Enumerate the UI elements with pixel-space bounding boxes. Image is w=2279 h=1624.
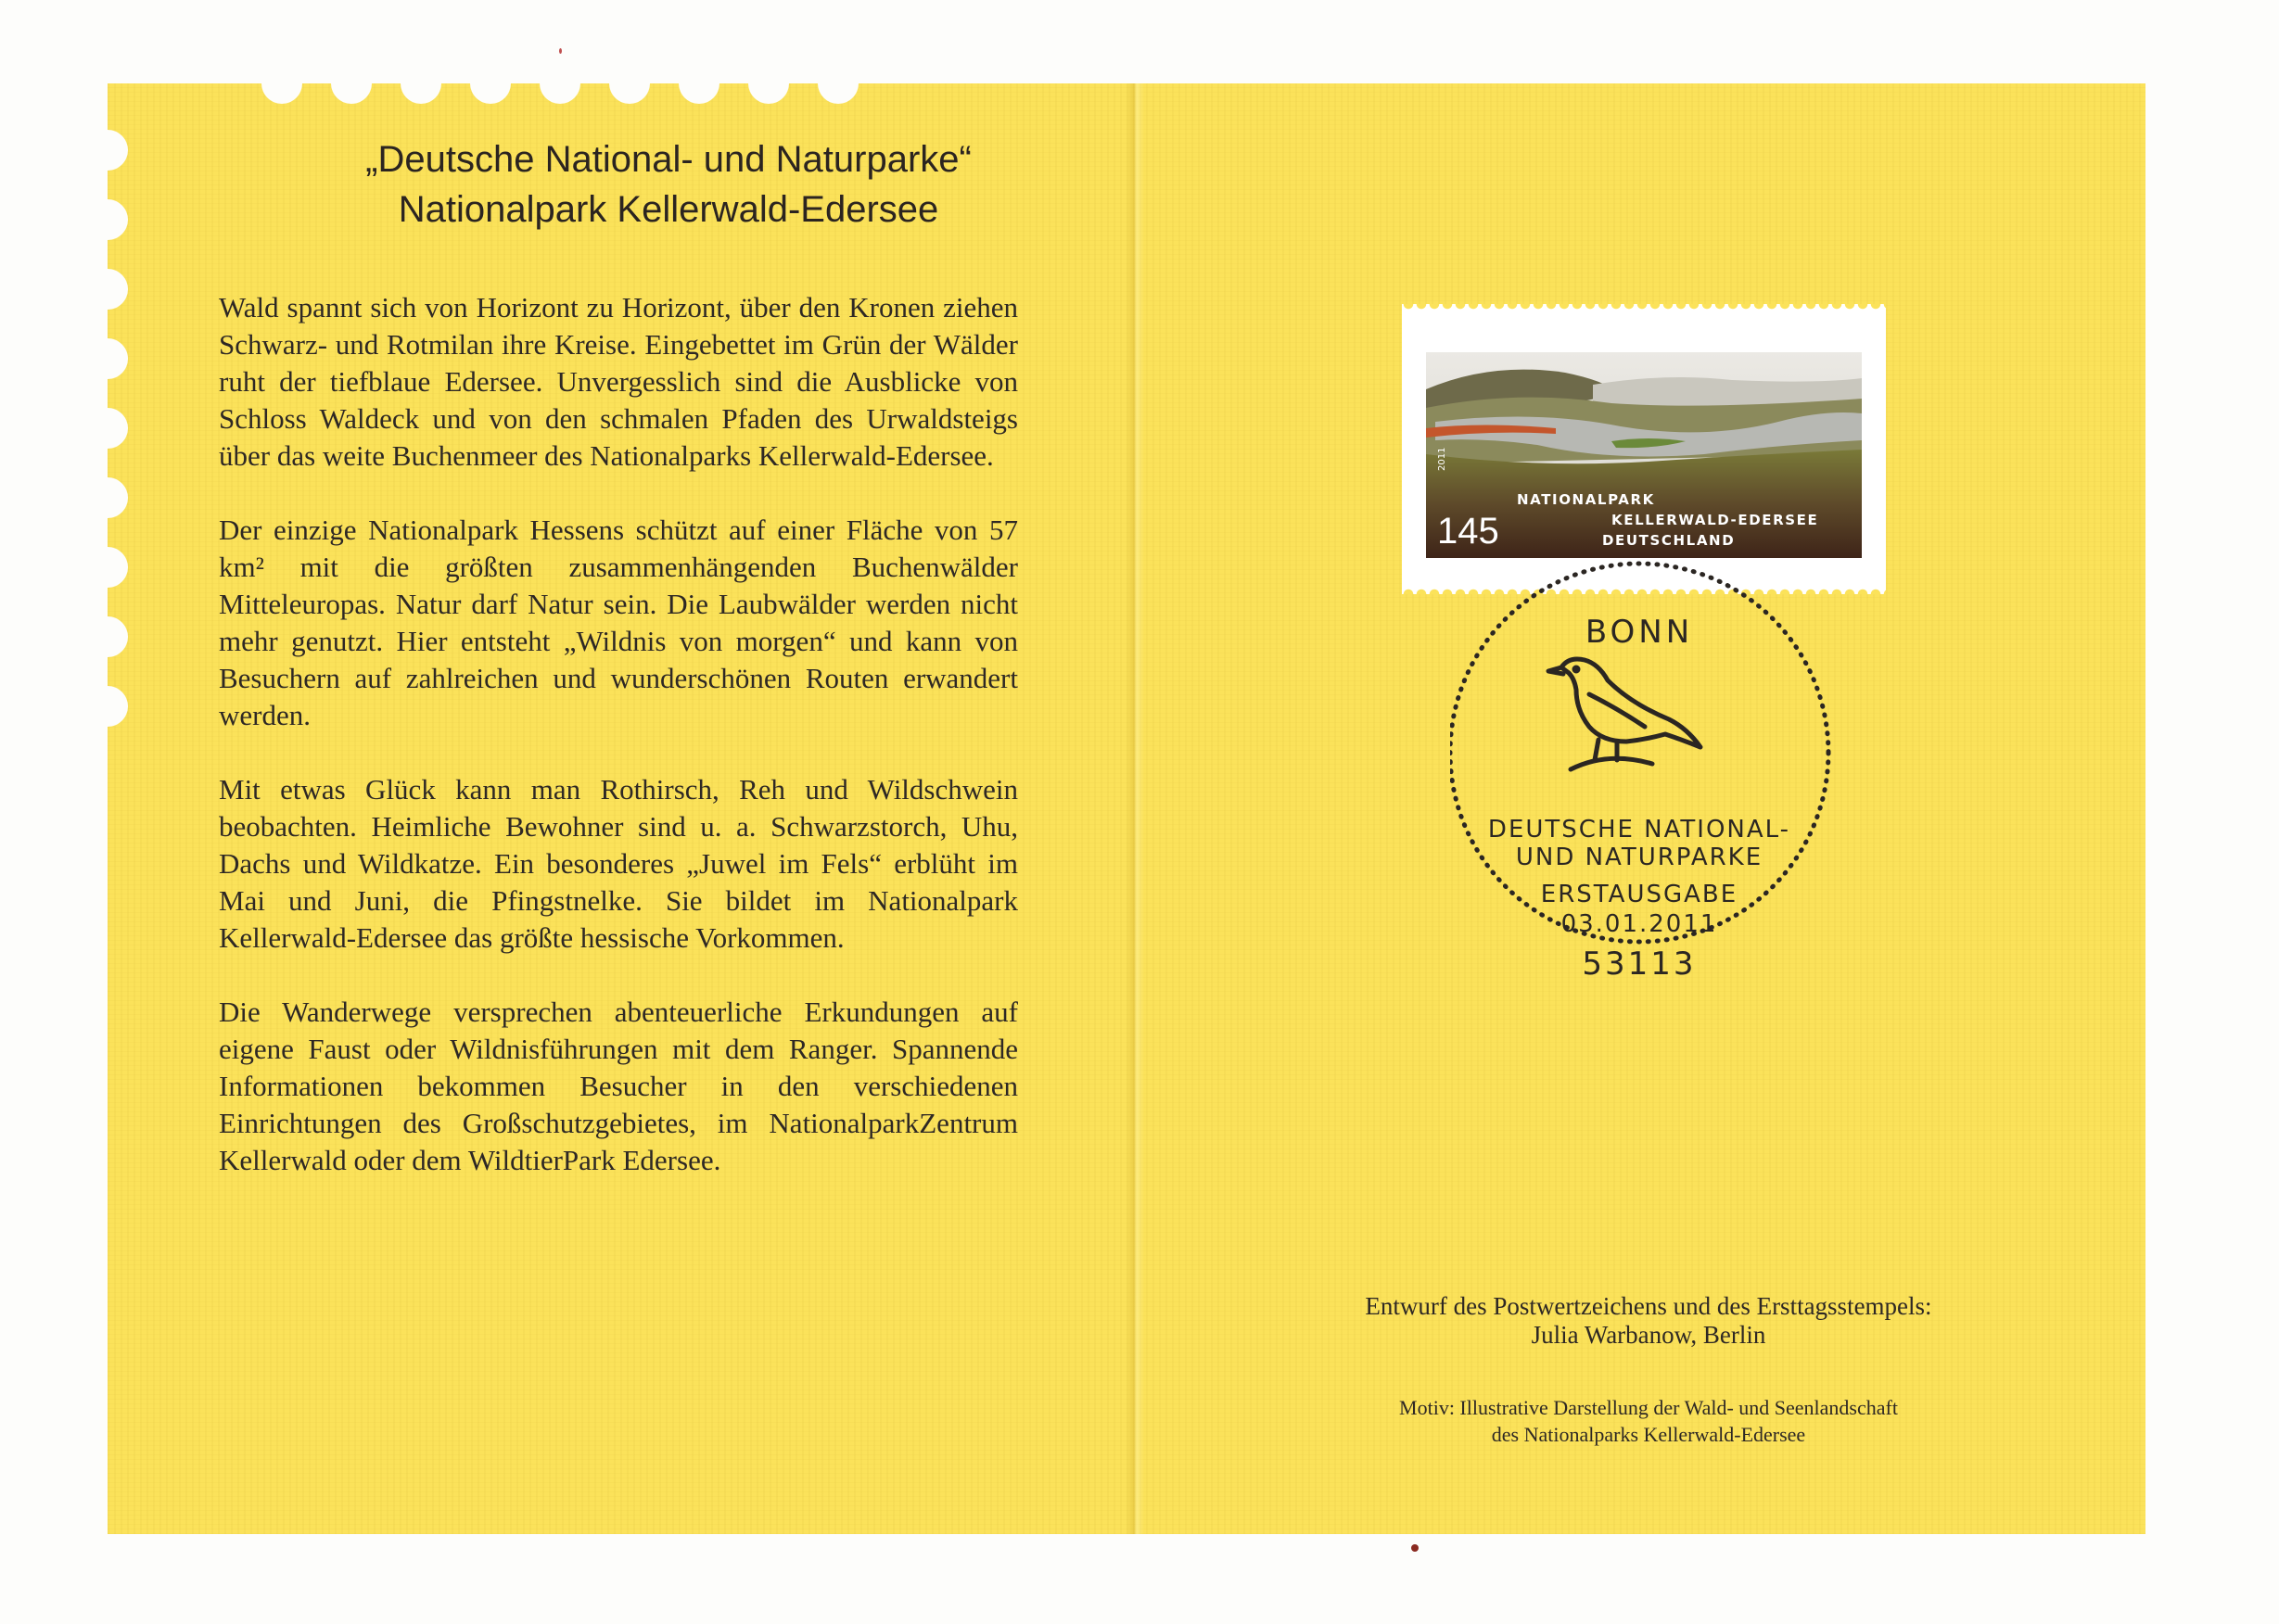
postmark-line-1: DEUTSCHE NATIONAL- [1487, 816, 1791, 844]
stamp-landscape-image [1426, 352, 1862, 558]
postmark-city: BONN [1585, 614, 1694, 651]
title-line-2: Nationalpark Kellerwald-Edersee [398, 189, 939, 230]
postmark-line-3: ERSTAUSGABE [1540, 881, 1738, 908]
scan-speck [559, 48, 562, 54]
paragraph: Die Wanderwege versprechen abenteuerliche Erkundungen auf eigene Faust oder Wildnisführungen mit dem Ranger. Spannende Informationen bekommen Besucher in den verschiedenen Einrichtungen des Großschutzgebietes, im NationalparkZentrum Kellerwald oder dem WildtierPark Edersee. [219, 996, 1018, 1176]
postmark-line-2: UND NATURPARKE [1515, 844, 1763, 871]
card-fold [1126, 83, 1144, 1534]
paragraph: Mit etwas Glück kann man Rothirsch, Reh und Wildschwein beobachten. Heimliche Bewohner sind u. a. Schwarzstorch, Uhu, Dachs und Wildkatze. Ein besonderes „Juwel im Fels“ erblüht im Mai und Juni, die Pfingstnelke. Sie bildet im Nationalpark Kellerwald-Edersee das größte hessische Vorkommen. [219, 773, 1018, 954]
stamp-text-nationalpark: NATIONALPARK [1517, 491, 1655, 508]
motiv-line-2: des Nationalparks Kellerwald-Edersee [1491, 1423, 1806, 1446]
postmark-date: 03.01.2011 [1560, 910, 1718, 938]
postmark-zip: 53113 [1582, 945, 1697, 983]
first-day-postmark [1450, 541, 1942, 1033]
perforation-edge-top [215, 83, 920, 111]
stamp-text-park-name: KELLERWALD-EDERSEE [1611, 512, 1819, 528]
stamp-year: 2011 [1437, 447, 1447, 471]
paragraph: Wald spannt sich von Horizont zu Horizont, über den Kronen ziehen Schwarz- und Rotmilan ihre Kreise. Eingebettet im Grün der Wälder ruht der tiefblaue Edersee. Unvergesslich sind die Ausblicke von Schloss Waldeck und von den schmalen Pfaden des Urwaldsteigs über das weite Buchenmeer des Nationalparks Kellerwald-Edersee. [219, 291, 1018, 472]
perforation-edge-left [108, 83, 135, 788]
paragraph: Der einzige Nationalpark Hessens schützt auf einer Fläche von 57 km² mit die größten zusammenhängenden Buchenwälder Mitteleuropas. Natur darf Natur sein. Die Laubwälder werden nicht mehr genutzt. Hier entsteht „Wildnis von morgen“ und kann von Besuchern auf zahlreichen und wunderschönen Routen erwandert werden. [219, 514, 1018, 731]
stamp-value: 145 [1437, 511, 1499, 552]
design-credit-line-2: Julia Warbanow, Berlin [1531, 1321, 1766, 1349]
motiv-line-1: Motiv: Illustrative Darstellung der Wald- und Seenlandschaft [1399, 1396, 1898, 1419]
scan-speck [1411, 1544, 1419, 1552]
stamp-text-country: DEUTSCHLAND [1602, 532, 1736, 549]
page-title [302, 134, 1035, 235]
bird-icon [1548, 659, 1700, 769]
title-line-1: „Deutsche National- und Naturparke“ [365, 139, 972, 180]
description-text [219, 289, 1018, 1216]
design-credit-line-1: Entwurf des Postwertzeichens und des Ersttagsstempels: [1365, 1292, 1932, 1320]
